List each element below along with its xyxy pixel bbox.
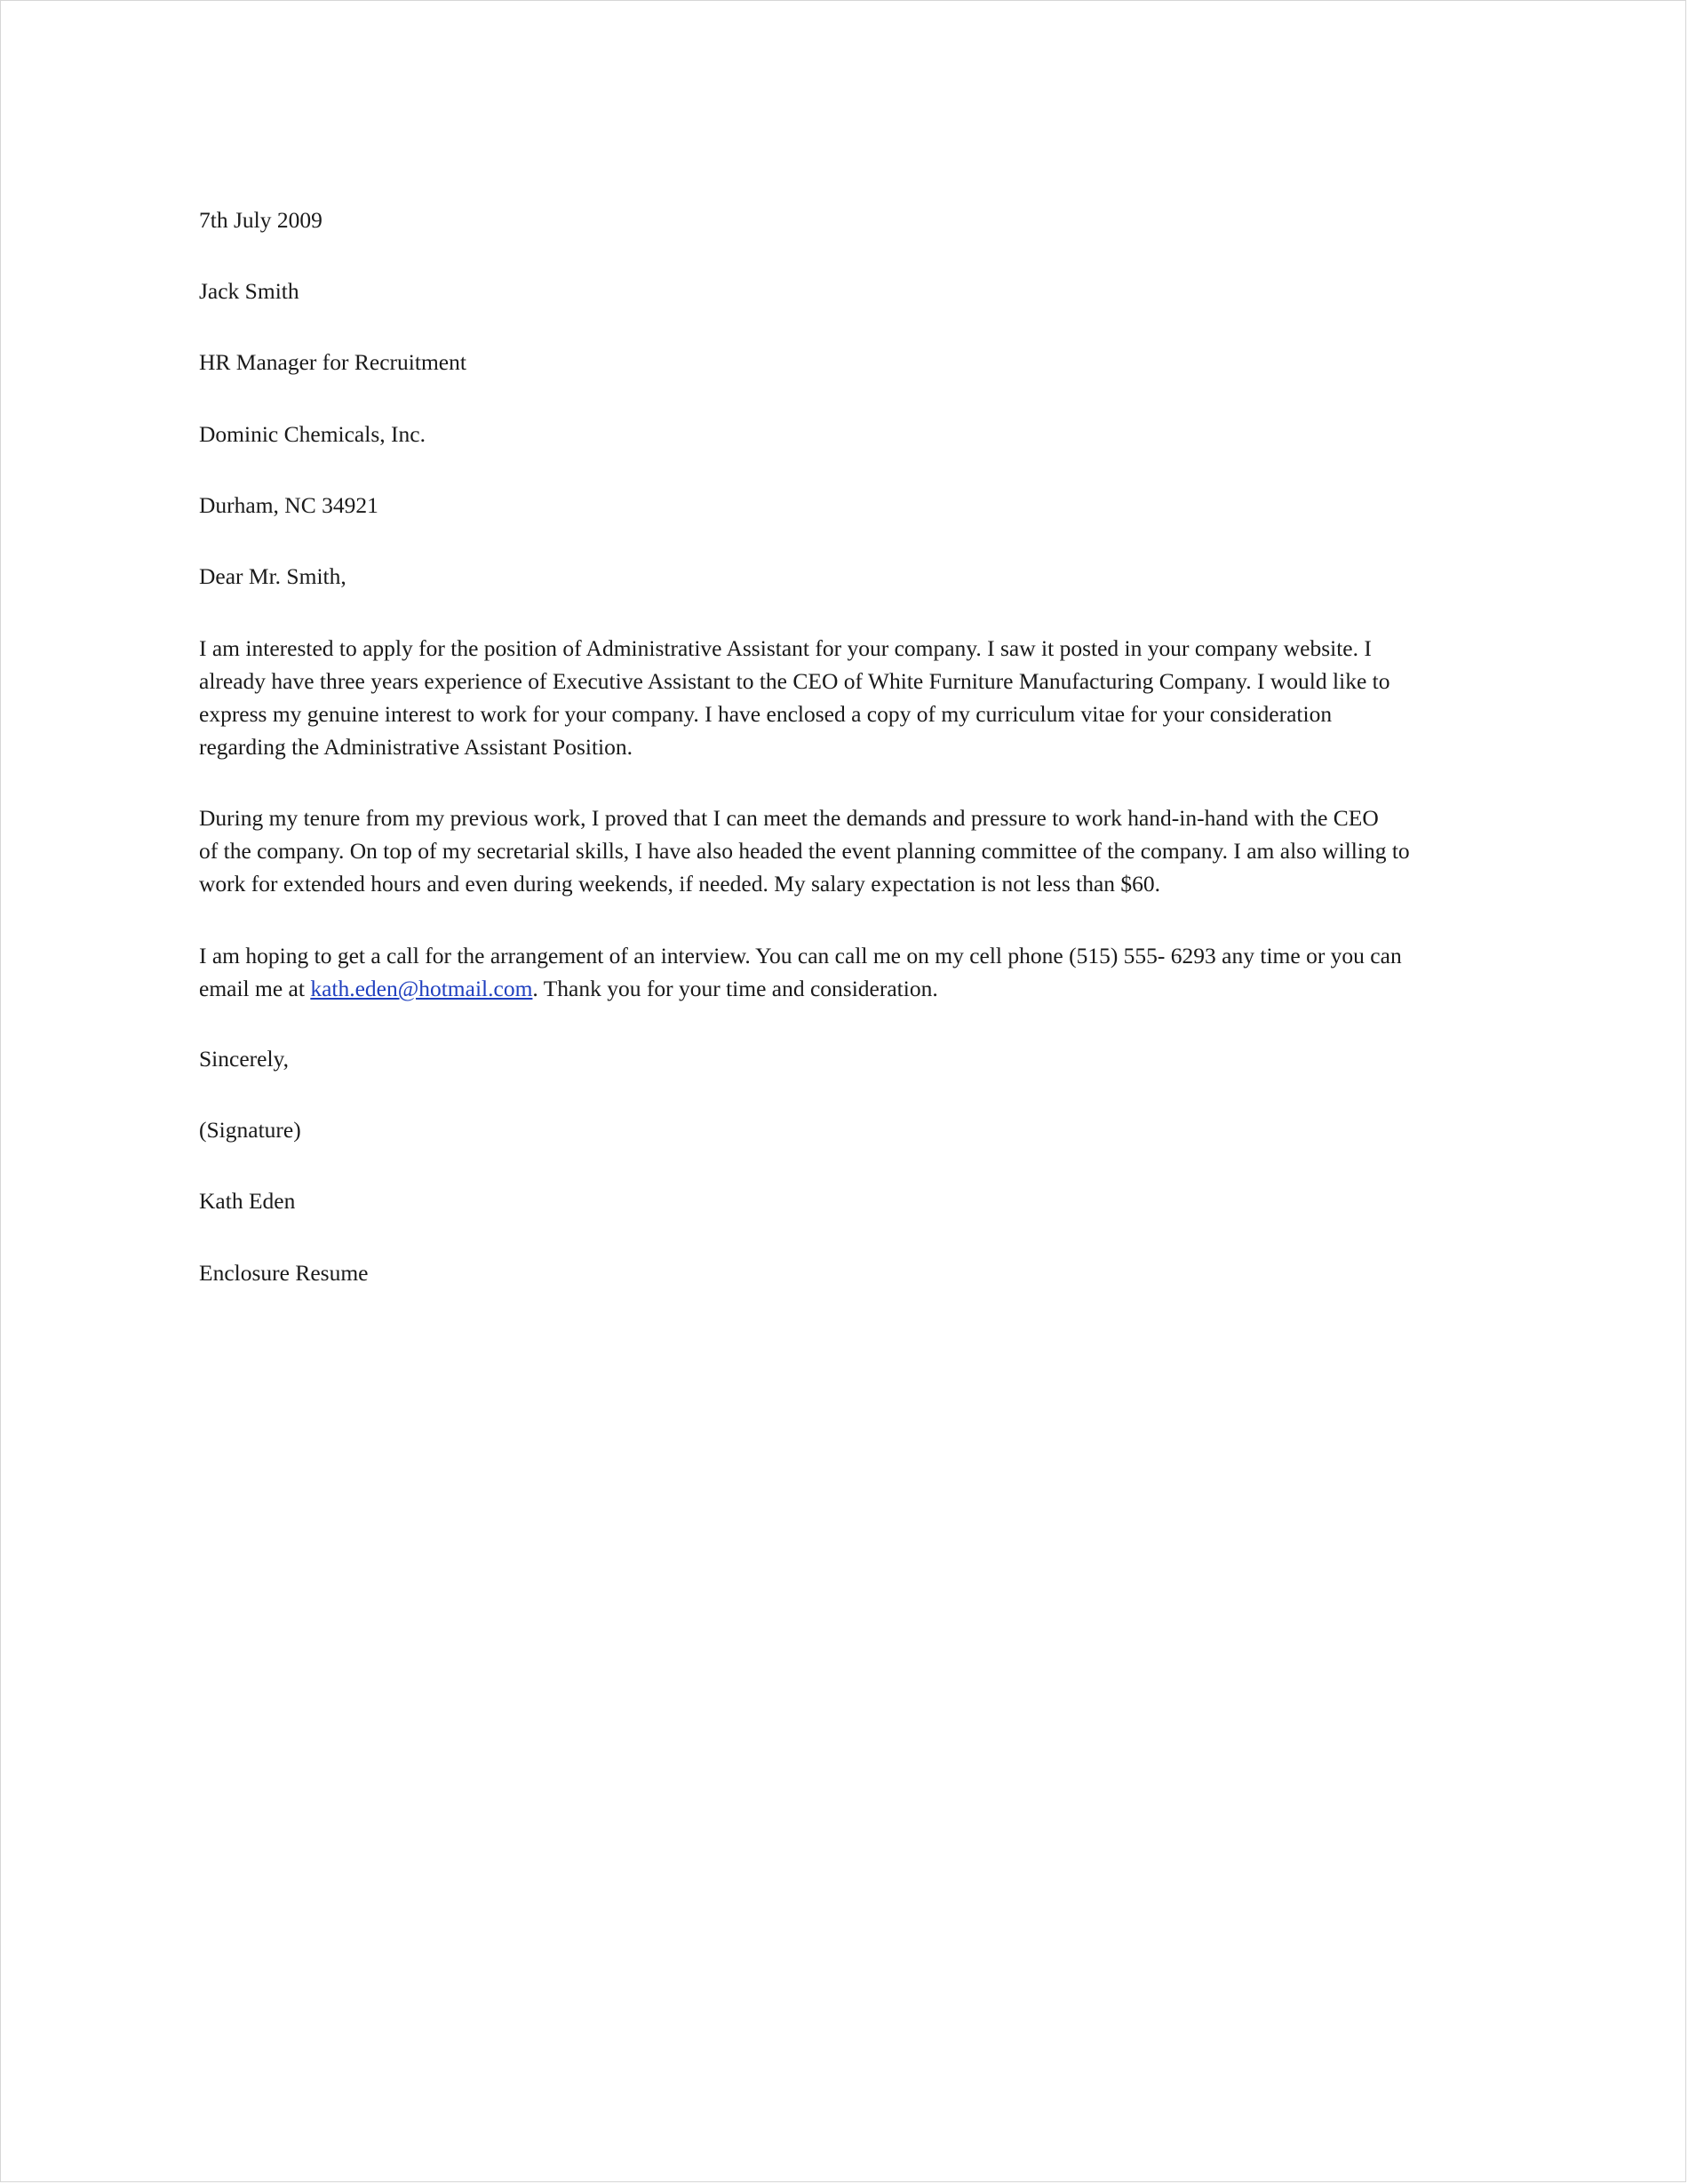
recipient-name: Jack Smith bbox=[199, 278, 299, 304]
recipient-company: Dominic Chemicals, Inc. bbox=[199, 421, 426, 447]
salutation: Dear Mr. Smith, bbox=[199, 563, 346, 589]
paragraph-3-line: I am hoping to get a call for the arrangement of an interview. You can call me on my cell phone (515) 555- 6293 any time or you can bbox=[199, 943, 1402, 968]
sender-name: Kath Eden bbox=[199, 1188, 296, 1214]
paragraph-1 bbox=[199, 632, 1496, 763]
closing: Sincerely, bbox=[199, 1046, 290, 1072]
email-link[interactable]: kath.eden@hotmail.com bbox=[310, 976, 533, 1001]
paragraph-1-line: already have three years experience of Executive Assistant to the CEO of White Furniture Manufacturing Company. I would like to bbox=[199, 668, 1390, 694]
email-prefix-text: email me at bbox=[199, 976, 311, 1001]
paragraph-2 bbox=[199, 801, 1496, 900]
paragraph-1-line: express my genuine interest to work for your company. I have enclosed a copy of my curriculum vitae for your consideration bbox=[199, 701, 1333, 727]
enclosure-note: Enclosure Resume bbox=[199, 1260, 369, 1286]
paragraph-2-line: During my tenure from my previous work, I proved that I can meet the demands and pressure to work hand-in-hand with the CEO bbox=[199, 805, 1379, 831]
paragraph-2-line: work for extended hours and even during weekends, if needed. My salary expectation is not less than $60. bbox=[199, 871, 1161, 897]
recipient-title: HR Manager for Recruitment bbox=[199, 349, 466, 375]
recipient-address: Durham, NC 34921 bbox=[199, 492, 378, 518]
letter-date: 7th July 2009 bbox=[199, 207, 322, 233]
paragraph-3 bbox=[199, 939, 1496, 1005]
email-suffix-text: . Thank you for your time and consideration. bbox=[532, 976, 938, 1001]
paragraph-3-line bbox=[199, 972, 1496, 1005]
signature-placeholder: (Signature) bbox=[199, 1117, 301, 1143]
paragraph-1-line: I am interested to apply for the position of Administrative Assistant for your company. I saw it posted in your company website. I bbox=[199, 635, 1372, 661]
paragraph-2-line: of the company. On top of my secretarial skills, I have also headed the event planning committee of the company. I am also willing to bbox=[199, 838, 1410, 864]
paragraph-1-line: regarding the Administrative Assistant Position. bbox=[199, 734, 633, 760]
